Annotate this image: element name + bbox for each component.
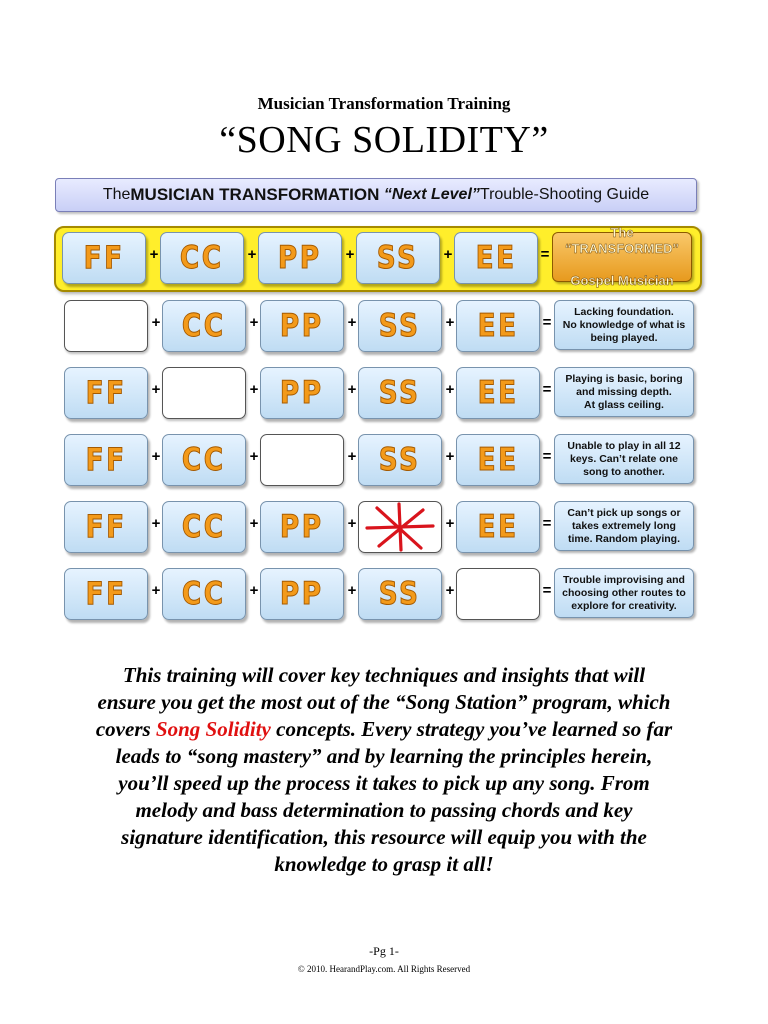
cell-letters: FF <box>85 509 127 545</box>
equals-sign: = <box>542 448 552 465</box>
cell-ss <box>358 434 442 486</box>
cell-ff <box>64 568 148 620</box>
cell-letters: PP <box>280 509 324 545</box>
cell-letters: CC <box>180 240 224 276</box>
cell-ff <box>62 232 146 284</box>
plus-sign: + <box>151 582 161 599</box>
plus-sign: + <box>347 314 357 331</box>
cell-empty <box>64 300 148 352</box>
plus-sign: + <box>445 582 455 599</box>
formula-row <box>58 363 698 421</box>
result-description: Playing is basic, boring and missing depth. At glass ceiling. <box>554 367 694 417</box>
cell-letters: PP <box>280 576 324 612</box>
plus-sign: + <box>347 381 357 398</box>
plus-sign: + <box>445 515 455 532</box>
cell-letters: CC <box>182 509 226 545</box>
cell-letters: EE <box>477 442 519 478</box>
result-description: Can’t pick up songs or takes extremely long time. Random playing. <box>554 501 694 551</box>
plus-sign: + <box>445 314 455 331</box>
cell-empty <box>456 568 540 620</box>
result-transformed <box>552 225 692 288</box>
cell-crossed-out <box>358 501 442 553</box>
plus-sign: + <box>249 582 259 599</box>
banner-bold: MUSICIAN TRANSFORMATION <box>130 185 380 204</box>
cell-ff <box>64 434 148 486</box>
cell-letters: CC <box>182 442 226 478</box>
equals-sign: = <box>542 314 552 331</box>
cell-ff <box>64 367 148 419</box>
plus-sign: + <box>249 448 259 465</box>
page-subtitle: Musician Transformation Training <box>257 94 511 113</box>
cell-letters: PP <box>280 375 324 411</box>
result-description: Trouble improvising and choosing other routes to explore for creativity. <box>554 568 694 618</box>
cell-letters: FF <box>85 375 127 411</box>
formula-row-transformed <box>54 226 702 292</box>
cell-letters: CC <box>182 308 226 344</box>
cell-ss <box>358 367 442 419</box>
plus-sign: + <box>249 314 259 331</box>
cell-pp <box>260 367 344 419</box>
plus-sign: + <box>151 381 161 398</box>
cell-ee <box>456 434 540 486</box>
plus-sign: + <box>347 582 357 599</box>
cell-cc <box>162 434 246 486</box>
cell-cc <box>162 300 246 352</box>
cell-cc <box>162 501 246 553</box>
cell-ee <box>456 501 540 553</box>
cell-empty <box>260 434 344 486</box>
cell-cc <box>162 568 246 620</box>
cell-letters: FF <box>85 576 127 612</box>
cell-letters: PP <box>280 308 324 344</box>
cell-letters: PP <box>278 240 322 276</box>
formula-row <box>58 296 698 354</box>
cell-ee <box>456 367 540 419</box>
plus-sign: + <box>247 246 257 263</box>
cell-pp <box>260 568 344 620</box>
plus-sign: + <box>249 381 259 398</box>
cell-letters: EE <box>475 240 517 276</box>
banner-post: Trouble-Shooting Guide <box>479 186 650 203</box>
plus-sign: + <box>445 448 455 465</box>
cell-pp <box>260 300 344 352</box>
cell-letters: EE <box>477 308 519 344</box>
cell-letters: CC <box>182 576 226 612</box>
cell-ss <box>356 232 440 284</box>
result-line: The “TRANSFORMED” <box>564 225 680 256</box>
formula-row <box>58 564 698 622</box>
banner-pre: The <box>102 186 131 203</box>
plus-sign: + <box>151 515 161 532</box>
result-description: Lacking foundation. No knowledge of what is being played. <box>554 300 694 350</box>
cell-ff <box>64 501 148 553</box>
equals-sign: = <box>542 381 552 398</box>
cell-letters: SS <box>379 375 421 411</box>
equals-sign: = <box>540 246 550 263</box>
cell-letters: SS <box>379 308 421 344</box>
copyright-notice: © 2010. HearandPlay.com. All Rights Reserved <box>297 964 471 974</box>
description-part2: concepts. Every strategy you’ve learned so far leads to “song mastery” and by learning the principles herein, you’ll speed up the process it takes to pick up any song. From melody and bass determination to passing chords and key signature identification, this resource will equip you with the knowledge to grasp it all! <box>115 717 673 876</box>
banner-italic: “Next Level” <box>383 186 480 203</box>
plus-sign: + <box>151 314 161 331</box>
cell-pp <box>260 501 344 553</box>
plus-sign: + <box>445 381 455 398</box>
cell-letters: SS <box>379 442 421 478</box>
cell-ee <box>456 300 540 352</box>
guide-banner <box>55 178 697 212</box>
plus-sign: + <box>151 448 161 465</box>
page-number: -Pg 1- <box>369 944 399 958</box>
plus-sign: + <box>249 515 259 532</box>
result-line: Gospel Musician <box>570 273 674 288</box>
cell-letters: FF <box>83 240 125 276</box>
formula-row <box>58 430 698 488</box>
cell-letters: EE <box>477 509 519 545</box>
page-title: “SONG SOLIDITY” <box>219 119 549 161</box>
cell-ee <box>454 232 538 284</box>
cell-empty <box>162 367 246 419</box>
plus-sign: + <box>345 246 355 263</box>
cell-letters: EE <box>477 375 519 411</box>
plus-sign: + <box>149 246 159 263</box>
cell-ss <box>358 300 442 352</box>
formula-row <box>58 497 698 555</box>
description-part1: This training will cover key techniques and insights that will ensure you get the most out of the “Song Station” program, which covers <box>95 663 671 741</box>
red-x-icon <box>359 502 441 552</box>
plus-sign: + <box>347 515 357 532</box>
cell-ss <box>358 568 442 620</box>
plus-sign: + <box>347 448 357 465</box>
plus-sign: + <box>443 246 453 263</box>
equals-sign: = <box>542 582 552 599</box>
equals-sign: = <box>542 515 552 532</box>
cell-letters: SS <box>379 576 421 612</box>
cell-pp <box>258 232 342 284</box>
song-solidity-highlight: Song Solidity <box>155 717 271 741</box>
result-description: Unable to play in all 12 keys. Can’t relate one song to another. <box>554 434 694 484</box>
training-description <box>95 662 673 878</box>
cell-letters: FF <box>85 442 127 478</box>
cell-letters: SS <box>377 240 419 276</box>
cell-cc <box>160 232 244 284</box>
